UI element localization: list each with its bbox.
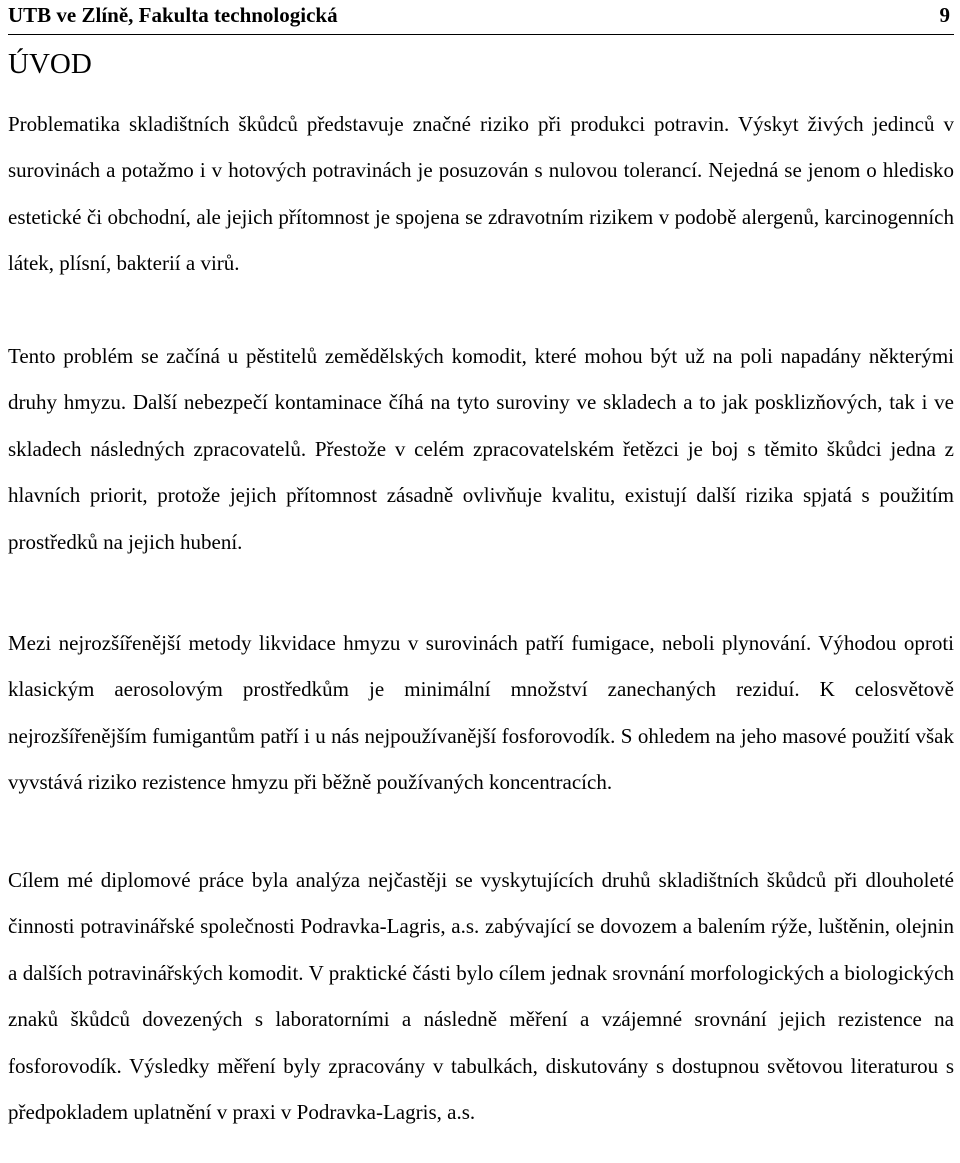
page-number: 9	[939, 3, 950, 27]
paragraph-3: Mezi nejrozšířenější metody likvidace hmyzu v surovinách patří fumigace, neboli plynování. Výhodou oproti klasickým aerosolovým prostředkům je minimální množství zanechaných reziduí. K celosvětově nejrozšířenějším fumigantům patří i u nás nejpoužívanější fosforovodík. S ohledem na jeho masové použití však vyvstává riziko rezistence hmyzu při běžně používaných koncentracích.	[8, 631, 954, 795]
chapter-title: ÚVOD	[8, 48, 92, 80]
paragraph-4: Cílem mé diplomové práce byla analýza nejčastěji se vyskytujících druhů skladištních škůdců při dlouholeté činnosti potravinářské společnosti Podravka-Lagris, a.s. zabývající se dovozem a balením rýže, luštěnin, olejnin a dalších potravinářských komodit. V praktické části bylo cílem jednak srovnání morfologických a biologických znaků škůdců dovezených s laboratorními a následně měření a vzájemné srovnání jejich rezistence na fosforovodík. Výsledky měření byly zpracovány v tabulkách, diskutovány s dostupnou světovou literaturou s předpokladem uplatnění v praxi v Podravka-Lagris, a.s.	[8, 868, 954, 1125]
header-institution: UTB ve Zlíně, Fakulta technologická	[8, 3, 338, 27]
running-header	[8, 0, 954, 35]
paragraph-1: Problematika skladištních škůdců představuje značné riziko při produkci potravin. Výskyt živých jedinců v surovinách a potažmo i v hotových potravinách je posuzován s nulovou tolerancí. Nejedná se jenom o hledisko estetické či obchodní, ale jejich přítomnost je spojena se zdravotním rizikem v podobě alergenů, karcinogenních látek, plísní, bakterií a virů.	[8, 112, 954, 276]
paragraph-2: Tento problém se začíná u pěstitelů zemědělských komodit, které mohou být už na poli napadány některými druhy hmyzu. Další nebezpečí kontaminace číhá na tyto suroviny ve skladech a to jak posklizňových, tak i ve skladech následných zpracovatelů. Přestože v celém zpracovatelském řetězci je boj s těmito škůdci jedna z hlavních priorit, protože jejich přítomnost zásadně ovlivňuje kvalitu, existují další rizika spjatá s použitím prostředků na jejich hubení.	[8, 344, 954, 554]
